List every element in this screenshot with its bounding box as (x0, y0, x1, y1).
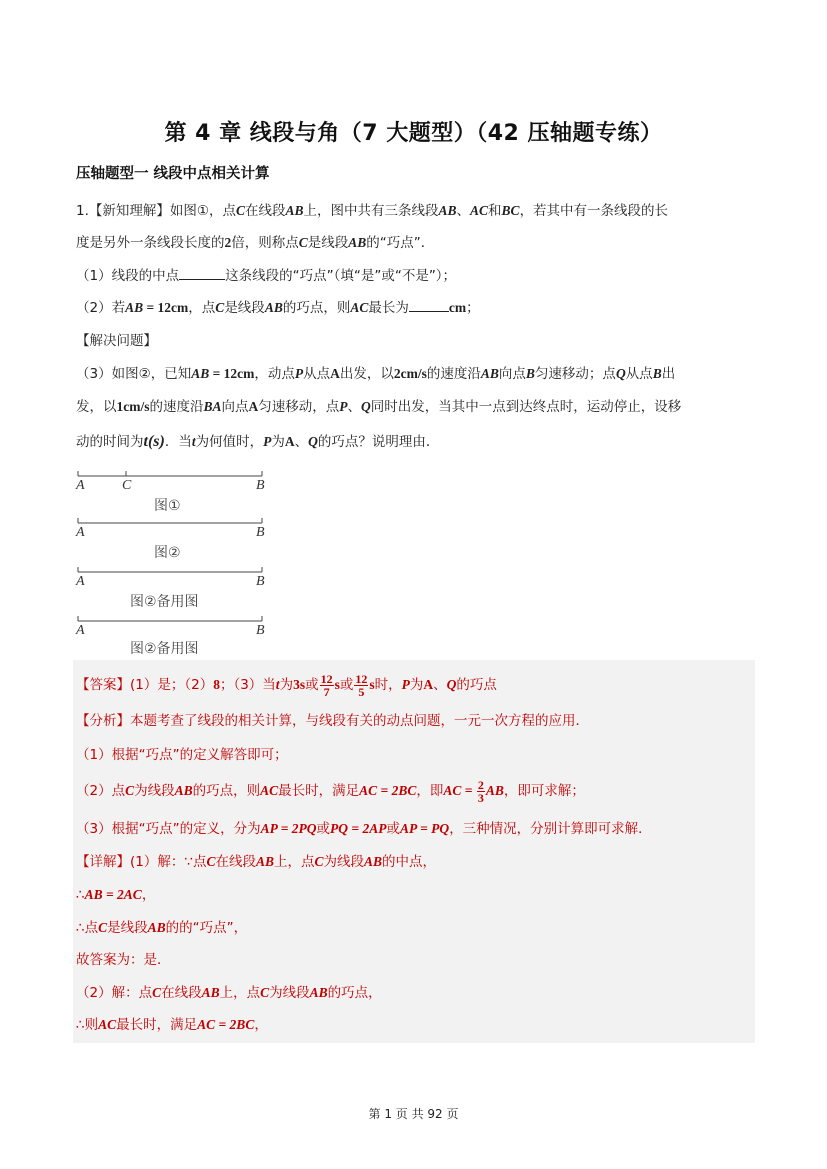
text: 、 (456, 203, 471, 219)
math: B (652, 366, 662, 381)
math: AC (470, 203, 489, 218)
question-line-1 (76, 201, 756, 221)
diagram-caption: 图② (154, 545, 181, 561)
answer-blank (179, 267, 225, 280)
text: 上，图中共有三条线段 (303, 203, 439, 219)
math: 2cm/s (393, 366, 427, 381)
math: C (98, 920, 108, 935)
math: PQ = 2AP (330, 821, 387, 836)
question-line-2 (76, 233, 756, 253)
text: 是线段 (224, 300, 265, 316)
point-label-b: B (256, 525, 265, 540)
question-line-3 (76, 266, 756, 286)
math: AC = 2BC (359, 783, 417, 798)
point-label-b: B (256, 574, 265, 589)
text: 1.【新知理解】如图①，点 (76, 203, 236, 219)
numerator: 2 (477, 777, 484, 792)
math: AB (264, 300, 283, 315)
answer-line (76, 672, 756, 698)
text: 从点 (303, 366, 331, 382)
text: 【详解】(1）解：∵点 (76, 854, 207, 870)
math: AB (438, 203, 457, 218)
text: 上，点 (219, 985, 261, 1001)
math: Q (361, 399, 371, 414)
math: t(s) (143, 433, 165, 450)
text: 是线段 (107, 920, 148, 936)
text: 、 (347, 399, 362, 415)
text: ， (254, 1017, 268, 1033)
math: s (334, 677, 340, 692)
math: = 12cm (143, 300, 189, 315)
math: P (401, 677, 410, 692)
fraction (477, 779, 485, 804)
text: 向点 (498, 366, 526, 382)
text: 是线段 (307, 235, 349, 251)
text: 为何值时， (195, 434, 264, 450)
math: AB (125, 300, 144, 315)
math: B (525, 366, 535, 381)
solution-line-6 (76, 1015, 756, 1035)
math: Q (615, 366, 626, 381)
math: A (330, 366, 340, 381)
point-label-a: A (76, 478, 85, 493)
text: 的巧点，则 (192, 783, 261, 799)
analysis-line: 【分析】本题考查了线段的相关计算，与线段有关的动点问题，一元一次方程的应用． (76, 713, 589, 729)
text: （3）根据“巧点”的定义，分为 (76, 821, 261, 837)
math: C (125, 783, 135, 798)
text: ； (466, 300, 480, 316)
math: A (248, 399, 259, 414)
math: 3s (293, 677, 306, 692)
math: AC (260, 783, 279, 798)
math: P (339, 399, 348, 414)
text: 同时出发，当其中一点到达终点时，运动停止，设移 (370, 399, 682, 415)
math: AP = PQ (399, 821, 450, 836)
text: 发，以 (76, 399, 117, 415)
text: 匀速移动，点 (258, 399, 340, 415)
text: ，动点 (254, 366, 295, 382)
text: ∴则 (76, 1017, 99, 1033)
math: t (275, 677, 280, 692)
text: 【答案】(1）是；（2） (76, 677, 214, 693)
text: 的的“巧点”， (165, 920, 248, 936)
answer-blank (409, 299, 449, 312)
text: ， (141, 887, 156, 903)
text: ；（3）当 (219, 677, 276, 693)
text: 的巧点，则 (282, 300, 351, 316)
math: C (215, 300, 225, 315)
text: 最长时，满足 (278, 783, 360, 799)
text: ，即可求解； (503, 783, 585, 799)
text: 的速度沿 (426, 366, 481, 382)
math: C (298, 235, 308, 250)
fraction (320, 673, 334, 698)
text: 匀速移动；点 (534, 366, 616, 382)
math: AB (480, 366, 499, 381)
text: ，点 (188, 300, 216, 316)
text: 在线段 (245, 203, 286, 219)
text: 这条线段的“巧点”（填“是”或“不是”）； (225, 268, 457, 284)
text: 度是另外一条线段长度的 (76, 235, 225, 251)
text: 为 (271, 434, 285, 450)
text: 为线段 (269, 985, 310, 1001)
math: AB = 2AC (84, 887, 142, 902)
math: s (369, 677, 375, 692)
math: AB (174, 783, 193, 798)
math: Q (308, 434, 318, 449)
point-label-a: A (76, 623, 85, 638)
text: ，三种情况，分别计算即可求解． (449, 821, 652, 837)
math: AC = (443, 783, 476, 798)
question-line-6 (76, 364, 756, 384)
math: = 12cm (209, 366, 255, 381)
question-line-4 (76, 298, 756, 318)
math: AC (350, 300, 369, 315)
page-footer: 第 1 页 共 92 页 (368, 1107, 459, 1121)
page-title: 第 4 章 线段与角（7 大题型）（42 压轴题专练） (164, 121, 663, 146)
math: AC = 2BC (197, 1017, 255, 1032)
diagram-caption: 图① (154, 498, 181, 514)
math: P (263, 434, 272, 449)
point-label-c: C (122, 478, 132, 493)
text: 或 (386, 821, 400, 837)
text: 的巧点？说明理由． (317, 434, 440, 450)
math: t (191, 434, 196, 449)
text: 从点 (625, 366, 653, 382)
diagram-caption: 图②备用图 (130, 594, 199, 610)
solution-line-4: 故答案为：是． (76, 952, 171, 968)
text: 为 (279, 677, 294, 693)
question-line-8 (76, 432, 756, 452)
math: 2 (224, 235, 232, 250)
text: 时， (374, 677, 402, 693)
text: 出发，以 (339, 366, 394, 382)
fraction (354, 673, 368, 698)
text: ∴ (76, 887, 85, 903)
analysis-step-2 (76, 776, 756, 806)
point-label-b: B (256, 623, 265, 638)
solution-line-1 (76, 852, 756, 872)
text: （2）若 (76, 300, 126, 316)
text: （3）如图②，已知 (76, 366, 192, 382)
text: 或 (316, 821, 331, 837)
solution-line-5 (76, 983, 756, 1003)
math: C (235, 203, 245, 218)
math: 8 (213, 677, 220, 692)
point-label-a: A (76, 574, 85, 589)
point-label-b: B (256, 478, 265, 493)
question-line-7 (76, 397, 756, 417)
math: P (294, 366, 304, 381)
text: 最长时，满足 (116, 1017, 198, 1033)
math: AB (364, 854, 383, 869)
math: AP = 2PQ (260, 821, 317, 836)
math: A (284, 434, 295, 449)
math: BC (501, 203, 520, 218)
text: 为线段 (323, 854, 364, 870)
solution-line-3 (76, 918, 756, 938)
math: AB (309, 985, 328, 1000)
denominator: 7 (323, 684, 330, 699)
math: AB (348, 235, 367, 250)
math: AC (98, 1017, 117, 1032)
text: 倍，则称点 (231, 235, 299, 251)
point-label-a: A (76, 525, 85, 540)
segment-diagrams (76, 468, 276, 657)
math: AB (255, 854, 274, 869)
text: 为线段 (134, 783, 175, 799)
text: 的中点， (382, 854, 437, 870)
denominator: 3 (477, 790, 484, 805)
text: （2）点 (76, 783, 126, 799)
text: 的速度沿 (149, 399, 204, 415)
text: 、 (294, 434, 309, 450)
analysis-step-3 (76, 819, 756, 839)
math: C (314, 854, 324, 869)
math: AB (201, 985, 220, 1000)
text: 的巧点， (327, 985, 382, 1001)
math: AB (191, 366, 210, 381)
math: A (423, 677, 434, 692)
text: 或 (305, 677, 319, 693)
numerator: 12 (320, 671, 333, 686)
math: C (206, 854, 216, 869)
numerator: 12 (355, 671, 368, 686)
text: 为 (409, 677, 424, 693)
text: 出 (661, 366, 676, 382)
math: 1cm/s (116, 399, 150, 414)
solution-line-2 (76, 885, 756, 905)
text: 上，点 (273, 854, 315, 870)
text: 在线段 (161, 985, 202, 1001)
text: ．当 (164, 434, 192, 450)
section-heading: 压轴题型一 线段中点相关计算 (76, 166, 270, 182)
text: 的“巧点”． (366, 235, 435, 251)
math: AB (147, 920, 166, 935)
math: AB (285, 203, 304, 218)
math: C (260, 985, 270, 1000)
text: 向点 (221, 399, 249, 415)
text: （2）解：点 (76, 985, 153, 1001)
text: （1）线段的中点 (76, 268, 180, 284)
text: 的巧点 (456, 677, 497, 693)
math: C (152, 985, 162, 1000)
text: 动的时间为 (76, 434, 144, 450)
text: 或 (339, 677, 354, 693)
text: 在线段 (215, 854, 256, 870)
text: ∴点 (76, 920, 99, 936)
math: BA (203, 399, 222, 414)
text: 、 (433, 677, 447, 693)
math: Q (446, 677, 457, 692)
denominator: 5 (358, 684, 365, 699)
math: cm (448, 300, 467, 315)
text: ，若其中有一条线段的长 (519, 203, 669, 219)
text: 最长为 (368, 300, 409, 316)
question-line-5: 【解决问题】 (76, 333, 157, 349)
text: ，即 (416, 783, 444, 799)
math: AB (485, 783, 504, 798)
analysis-step-1: （1）根据“巧点”的定义解答即可； (76, 747, 288, 763)
diagram-caption: 图②备用图 (130, 641, 199, 657)
text: 和 (488, 203, 502, 219)
